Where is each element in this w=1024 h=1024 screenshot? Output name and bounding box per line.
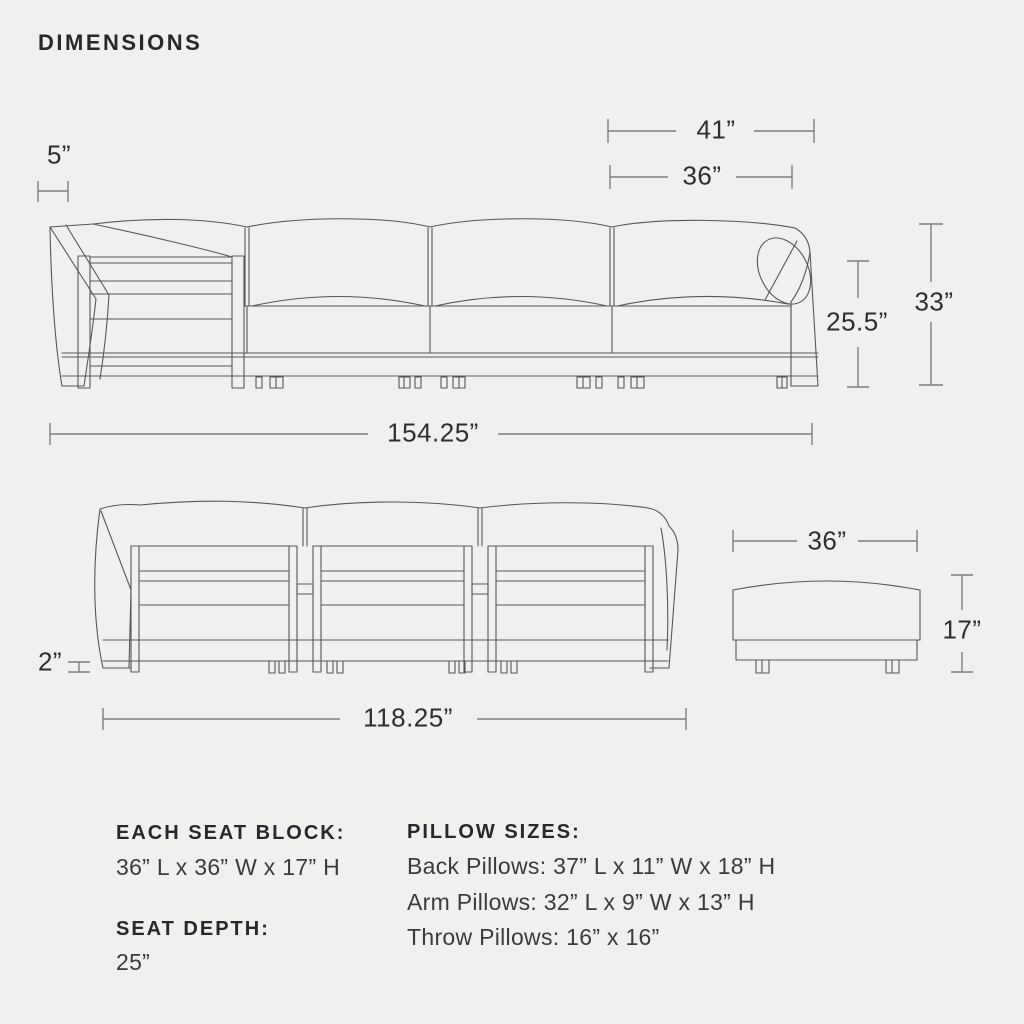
sofa-back-view-drawing [95, 501, 678, 673]
dim-label-seat-width: 36” [682, 160, 722, 191]
dim-line-leg-height [68, 662, 90, 672]
dimension-lines [38, 119, 973, 730]
seat-depth-heading: SEAT DEPTH: [116, 918, 270, 940]
pillow-sizes-heading: PILLOW SIZES: [407, 821, 581, 843]
sofa-front-view-drawing [50, 219, 821, 388]
page-title: DIMENSIONS [38, 30, 203, 55]
dim-label-ottoman-width: 36” [807, 525, 847, 556]
back-pillows-value: Back Pillows: 37” L x 11” W x 18” H [407, 853, 776, 879]
dim-label-overall-width-back: 118.25” [363, 702, 453, 733]
seat-depth-value: 25” [116, 949, 151, 975]
seat-block-value: 36” L x 36” W x 17” H [116, 854, 341, 880]
dim-label-corner-depth: 5” [46, 139, 72, 170]
dim-line-corner-depth [38, 181, 68, 202]
ottoman-drawing [733, 581, 920, 673]
dim-label-ottoman-height: 17” [942, 614, 982, 645]
dim-label-overall-height: 33” [914, 286, 954, 317]
dim-label-arm-height: 25.5” [826, 306, 888, 337]
seat-block-heading: EACH SEAT BLOCK: [116, 822, 346, 844]
arm-pillows-value: Arm Pillows: 32” L x 9” W x 13” H [407, 889, 755, 915]
dim-label-overall-width-front: 154.25” [387, 417, 479, 448]
throw-pillows-value: Throw Pillows: 16” x 16” [407, 924, 660, 950]
dim-label-back-width: 41” [696, 114, 736, 145]
dim-label-leg-height: 2” [37, 646, 63, 677]
